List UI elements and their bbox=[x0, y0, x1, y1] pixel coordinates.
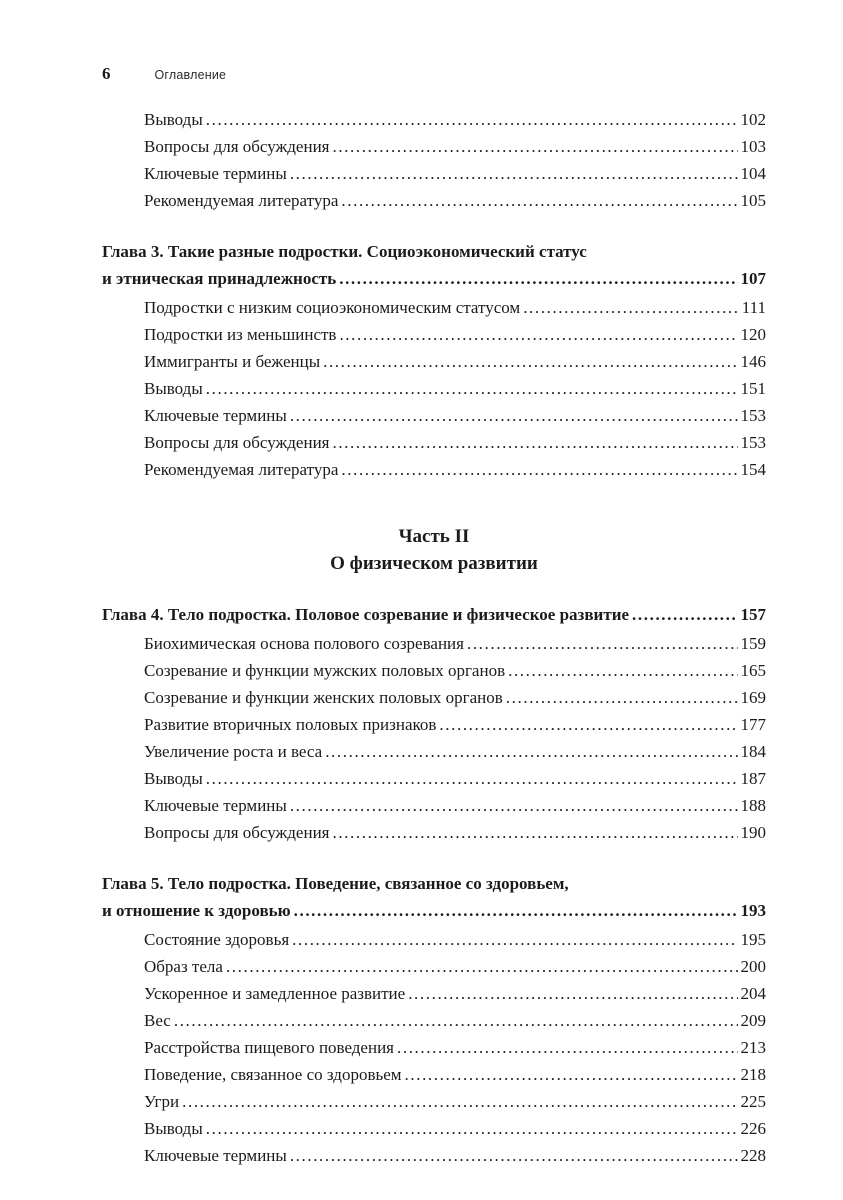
header-page-number: 6 bbox=[102, 64, 111, 83]
toc-entry-title: Подростки с низким социоэкономическим статусом bbox=[144, 298, 521, 317]
toc-entry-title: Выводы bbox=[144, 769, 203, 788]
toc-entry-title: Выводы bbox=[144, 1119, 203, 1138]
page-header bbox=[102, 64, 766, 84]
dot-leader bbox=[341, 456, 737, 483]
chapter-heading-row bbox=[102, 601, 766, 628]
chapter-page: 107 bbox=[740, 269, 766, 288]
dot-leader bbox=[290, 792, 738, 819]
toc-entry-page: 169 bbox=[740, 688, 766, 707]
toc-entry-page: 153 bbox=[740, 406, 766, 425]
toc-entry-page: 105 bbox=[740, 191, 766, 210]
dot-leader bbox=[226, 953, 738, 980]
dot-leader bbox=[325, 738, 737, 765]
toc-entry bbox=[102, 738, 766, 765]
dot-leader bbox=[292, 926, 737, 953]
toc-entry bbox=[102, 926, 766, 953]
chapter-heading-line2-row bbox=[102, 897, 766, 924]
dot-leader bbox=[405, 1061, 738, 1088]
dot-leader bbox=[408, 980, 737, 1007]
chapter-heading bbox=[102, 601, 766, 628]
toc-entry-title: Ключевые термины bbox=[144, 1146, 287, 1165]
toc-entry-title: Ключевые термины bbox=[144, 406, 287, 425]
toc-entry bbox=[102, 792, 766, 819]
toc-entry-title: Вес bbox=[144, 1011, 171, 1030]
toc-entry-title: Ключевые термины bbox=[144, 164, 287, 183]
toc-entry-page: 213 bbox=[740, 1038, 766, 1057]
toc-section-chapter4 bbox=[102, 601, 766, 846]
dot-leader bbox=[206, 1115, 738, 1142]
toc-entry-page: 195 bbox=[740, 930, 766, 949]
toc-entry-page: 204 bbox=[740, 984, 766, 1003]
dot-leader bbox=[294, 897, 738, 924]
toc-entry-page: 184 bbox=[740, 742, 766, 761]
dot-leader bbox=[332, 133, 737, 160]
chapter-heading bbox=[102, 870, 766, 924]
toc-entry-title: Увеличение роста и веса bbox=[144, 742, 323, 761]
toc-entry bbox=[102, 711, 766, 738]
chapter-heading-line1: Глава 3. Такие разные подростки. Социоэкономический статус bbox=[102, 242, 587, 261]
toc-entry-page: 225 bbox=[740, 1092, 766, 1111]
dot-leader bbox=[182, 1088, 737, 1115]
toc-entry-title: Вопросы для обсуждения bbox=[144, 823, 330, 842]
toc-entry-page: 177 bbox=[740, 715, 766, 734]
dot-leader bbox=[523, 294, 739, 321]
toc-entry-page: 187 bbox=[740, 769, 766, 788]
toc-entry-page: 104 bbox=[740, 164, 766, 183]
toc-entry bbox=[102, 456, 766, 483]
toc-entry-title: Ускоренное и замедленное развитие bbox=[144, 984, 406, 1003]
toc-entry-title: Образ тела bbox=[144, 957, 223, 976]
toc-entry-page: 159 bbox=[740, 634, 766, 653]
toc-entry-page: 226 bbox=[740, 1119, 766, 1138]
chapter-heading-line1: Глава 5. Тело подростка. Поведение, связанное со здоровьем, bbox=[102, 874, 569, 893]
toc-entry-page: 146 bbox=[740, 352, 766, 371]
chapter-heading-line2: и отношение к здоровью bbox=[102, 901, 291, 920]
toc-entry-title: Иммигранты и беженцы bbox=[144, 352, 321, 371]
toc-entry-title: Выводы bbox=[144, 379, 203, 398]
toc-entry-title: Развитие вторичных половых признаков bbox=[144, 715, 437, 734]
toc-entry-title: Созревание и функции мужских половых органов bbox=[144, 661, 506, 680]
dot-leader bbox=[332, 429, 737, 456]
toc-entry bbox=[102, 1034, 766, 1061]
toc-entry bbox=[102, 684, 766, 711]
toc-entry-page: 228 bbox=[740, 1146, 766, 1165]
toc-entry bbox=[102, 1115, 766, 1142]
dot-leader bbox=[206, 106, 738, 133]
toc-entry bbox=[102, 348, 766, 375]
dot-leader bbox=[341, 187, 737, 214]
toc-entry bbox=[102, 160, 766, 187]
toc-entry-page: 188 bbox=[740, 796, 766, 815]
chapter-page: 193 bbox=[740, 901, 766, 920]
toc-entry bbox=[102, 765, 766, 792]
dot-leader bbox=[508, 657, 737, 684]
toc-entry bbox=[102, 402, 766, 429]
toc-entry-page: 200 bbox=[740, 957, 766, 976]
toc-entry bbox=[102, 133, 766, 160]
toc-entry-title: Состояние здоровья bbox=[144, 930, 290, 949]
dot-leader bbox=[397, 1034, 738, 1061]
toc-entry-page: 102 bbox=[740, 110, 766, 129]
dot-leader bbox=[174, 1007, 738, 1034]
toc-entry-title: Вопросы для обсуждения bbox=[144, 433, 330, 452]
dot-leader bbox=[332, 819, 737, 846]
toc-entry bbox=[102, 321, 766, 348]
toc-entry-title: Рекомендуемая литература bbox=[144, 191, 339, 210]
dot-leader bbox=[290, 160, 738, 187]
dot-leader bbox=[632, 601, 737, 628]
toc-section-chapter5 bbox=[102, 870, 766, 1169]
chapter-heading-line2: и этническая принадлежность bbox=[102, 269, 337, 288]
toc-entry bbox=[102, 819, 766, 846]
toc-entry-title: Расстройства пищевого поведения bbox=[144, 1038, 394, 1057]
dot-leader bbox=[339, 321, 737, 348]
toc-entry-page: 111 bbox=[741, 298, 766, 317]
toc-entry-page: 218 bbox=[740, 1065, 766, 1084]
toc-entry-page: 153 bbox=[740, 433, 766, 452]
toc-entry bbox=[102, 1007, 766, 1034]
dot-leader bbox=[506, 684, 738, 711]
toc-entry-title: Биохимическая основа полового созревания bbox=[144, 634, 464, 653]
toc-entry bbox=[102, 294, 766, 321]
toc-entry-title: Поведение, связанное со здоровьем bbox=[144, 1065, 402, 1084]
dot-leader bbox=[467, 630, 738, 657]
toc-section-chapter2-tail bbox=[102, 106, 766, 214]
toc-entry bbox=[102, 429, 766, 456]
toc-entry-title: Ключевые термины bbox=[144, 796, 287, 815]
toc-entry bbox=[102, 657, 766, 684]
toc-entry-page: 151 bbox=[740, 379, 766, 398]
toc-entry-page: 154 bbox=[740, 460, 766, 479]
dot-leader bbox=[206, 765, 738, 792]
dot-leader bbox=[290, 1142, 738, 1169]
toc-entry bbox=[102, 375, 766, 402]
toc-entry-page: 190 bbox=[740, 823, 766, 842]
toc-entry bbox=[102, 980, 766, 1007]
toc-entry-title: Подростки из меньшинств bbox=[144, 325, 337, 344]
toc-entry bbox=[102, 630, 766, 657]
toc-entry-page: 103 bbox=[740, 137, 766, 156]
chapter-heading bbox=[102, 238, 766, 292]
header-running-title: Оглавление bbox=[154, 68, 227, 82]
toc-entry bbox=[102, 953, 766, 980]
chapter-heading-title: Глава 4. Тело подростка. Половое созревание и физическое развитие bbox=[102, 605, 630, 624]
toc-entry-title: Вопросы для обсуждения bbox=[144, 137, 330, 156]
toc-entry bbox=[102, 1142, 766, 1169]
dot-leader bbox=[339, 265, 737, 292]
toc-entry bbox=[102, 106, 766, 133]
dot-leader bbox=[206, 375, 738, 402]
part-label: Часть II bbox=[398, 526, 470, 547]
part-title: О физическом развитии bbox=[330, 553, 538, 574]
toc-entry bbox=[102, 187, 766, 214]
chapter-page: 157 bbox=[740, 605, 766, 624]
toc-section-chapter3 bbox=[102, 238, 766, 483]
toc-entry-page: 120 bbox=[740, 325, 766, 344]
toc-entry-page: 165 bbox=[740, 661, 766, 680]
toc-entry bbox=[102, 1088, 766, 1115]
toc-entry-page: 209 bbox=[740, 1011, 766, 1030]
dot-leader bbox=[439, 711, 737, 738]
dot-leader bbox=[323, 348, 737, 375]
toc-entry-title: Созревание и функции женских половых органов bbox=[144, 688, 503, 707]
toc-entry bbox=[102, 1061, 766, 1088]
chapter-heading-line2-row bbox=[102, 265, 766, 292]
toc-entry-title: Выводы bbox=[144, 110, 203, 129]
toc-entry-title: Рекомендуемая литература bbox=[144, 460, 339, 479]
toc-entry-title: Угри bbox=[144, 1092, 180, 1111]
dot-leader bbox=[290, 402, 738, 429]
part-heading bbox=[102, 523, 766, 577]
